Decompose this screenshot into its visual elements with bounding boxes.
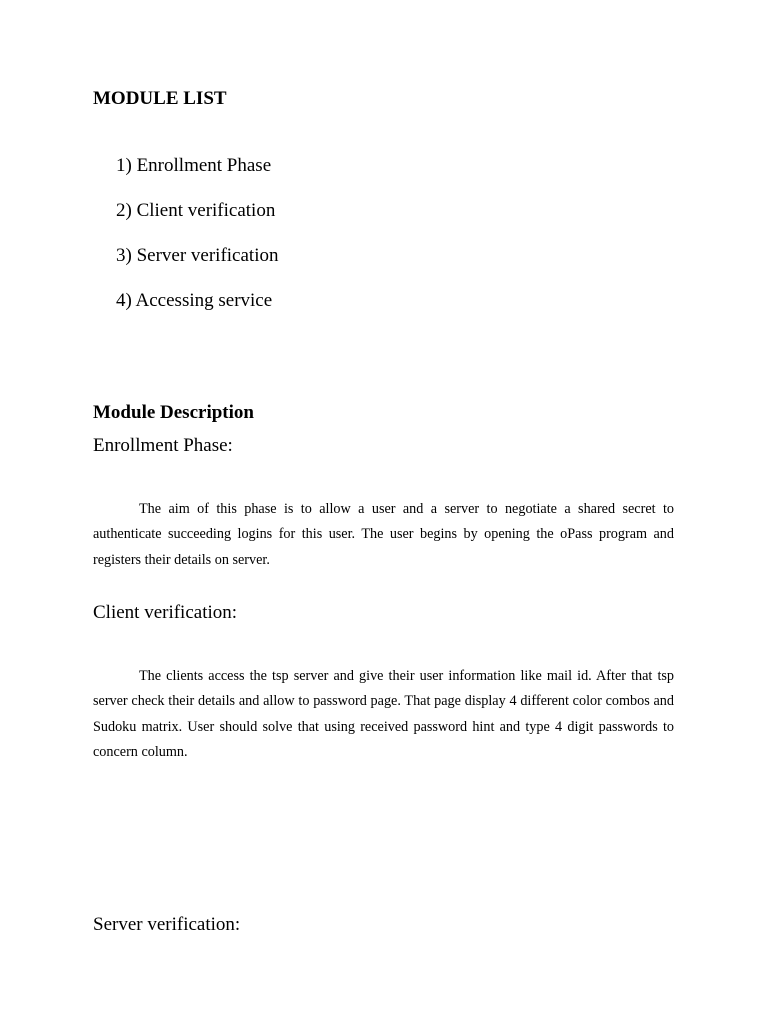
module-list-item: 2) Client verification bbox=[116, 200, 276, 221]
section-heading-client-verification: Client verification: bbox=[93, 602, 238, 623]
module-description-title: Module Description bbox=[93, 402, 254, 423]
section-paragraph-enrollment: The aim of this phase is to allow a user and a server to negotiate a shared secret to authenticate succeeding logins for this user. The user begins by opening the oPass program and registers their details on server. bbox=[93, 501, 674, 568]
module-list-item: 1) Enrollment Phase bbox=[116, 155, 272, 176]
module-list-item: 4) Accessing service bbox=[116, 290, 273, 311]
section-heading-enrollment: Enrollment Phase: bbox=[93, 435, 233, 456]
section-heading-server-verification: Server verification: bbox=[93, 914, 241, 935]
section-paragraph-client-verification: The clients access the tsp server and give their user information like mail id. After that tsp server check their details and allow to password page. That page display 4 different color combos and Sudoku matrix. User should solve that using received password hint and type 4 digit passwords to concern column. bbox=[93, 668, 674, 760]
module-list-item: 3) Server verification bbox=[116, 245, 279, 266]
module-list-title: MODULE LIST bbox=[93, 88, 227, 109]
